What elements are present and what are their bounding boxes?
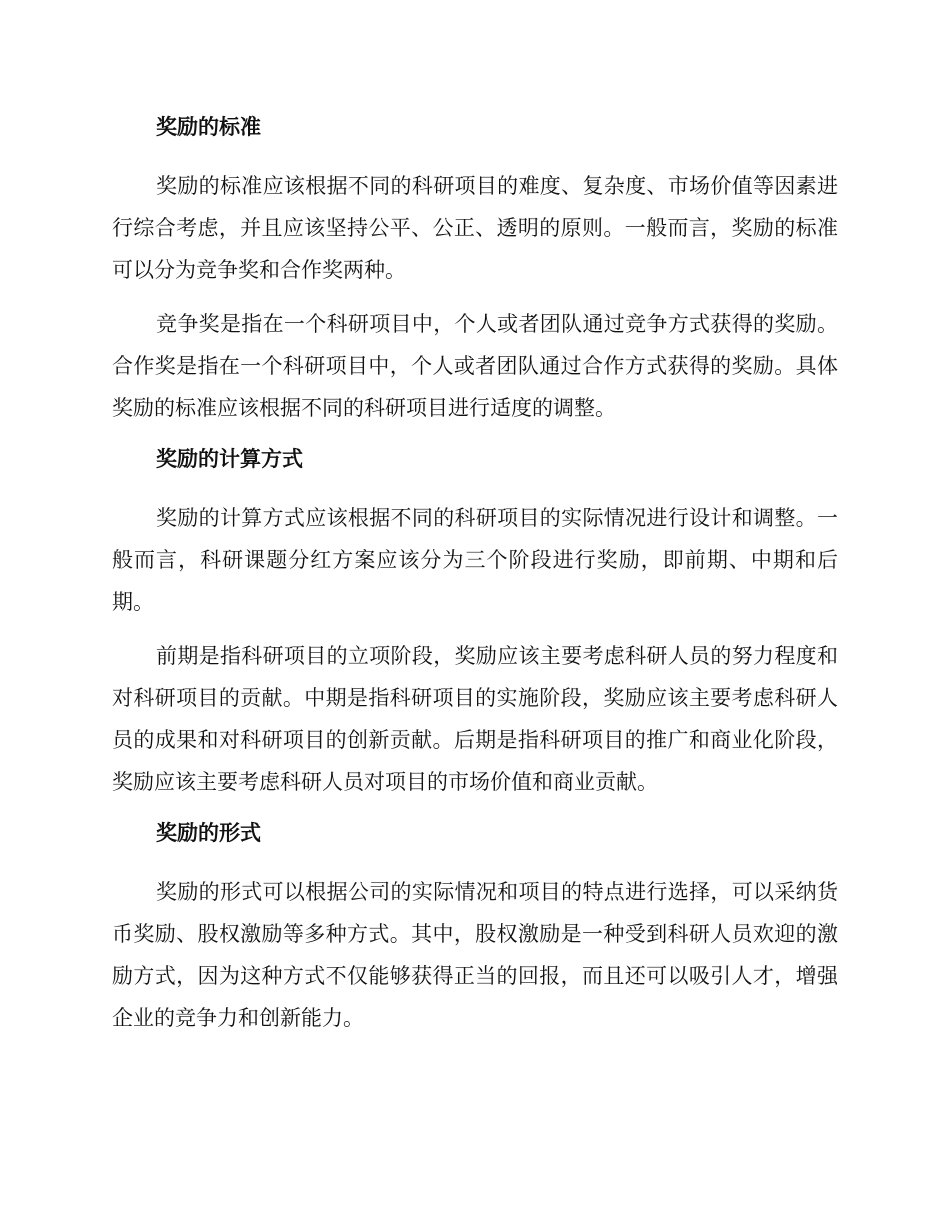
paragraph: 奖励的标准应该根据不同的科研项目的难度、复杂度、市场价值等因素进行综合考虑，并且应该坚持公平、公正、透明的原则。一般而言，奖励的标准可以分为竞争奖和合作奖两种。 xyxy=(112,174,838,282)
section-heading-calculation: 奖励的计算方式 xyxy=(156,447,303,471)
paragraph: 奖励的形式可以根据公司的实际情况和项目的特点进行选择，可以采纳货币奖励、股权激励等多种方式。其中，股权激励是一种受到科研人员欢迎的激励方式，因为这种方式不仅能够获得正当的回报，而且还可以吸引人才，增强企业的竞争力和创新能力。 xyxy=(112,880,838,1030)
paragraph: 竞争奖是指在一个科研项目中，个人或者团队通过竞争方式获得的奖励。合作奖是指在一个科研项目中，个人或者团队通过合作方式获得的奖励。具体奖励的标准应该根据不同的科研项目进行适度的调整。 xyxy=(112,312,838,420)
paragraph: 前期是指科研项目的立项阶段，奖励应该主要考虑科研人员的努力程度和对科研项目的贡献。中期是指科研项目的实施阶段，奖励应该主要考虑科研人员的成果和对科研项目的创新贡献。后期是指科研项目的推广和商业化阶段，奖励应该主要考虑科研人员对项目的市场价值和商业贡献。 xyxy=(112,644,838,794)
section-heading-form: 奖励的形式 xyxy=(156,821,261,845)
paragraph: 奖励的计算方式应该根据不同的科研项目的实际情况进行设计和调整。一般而言，科研课题分红方案应该分为三个阶段进行奖励，即前期、中期和后期。 xyxy=(112,506,838,614)
section-heading-standard: 奖励的标准 xyxy=(156,115,261,139)
